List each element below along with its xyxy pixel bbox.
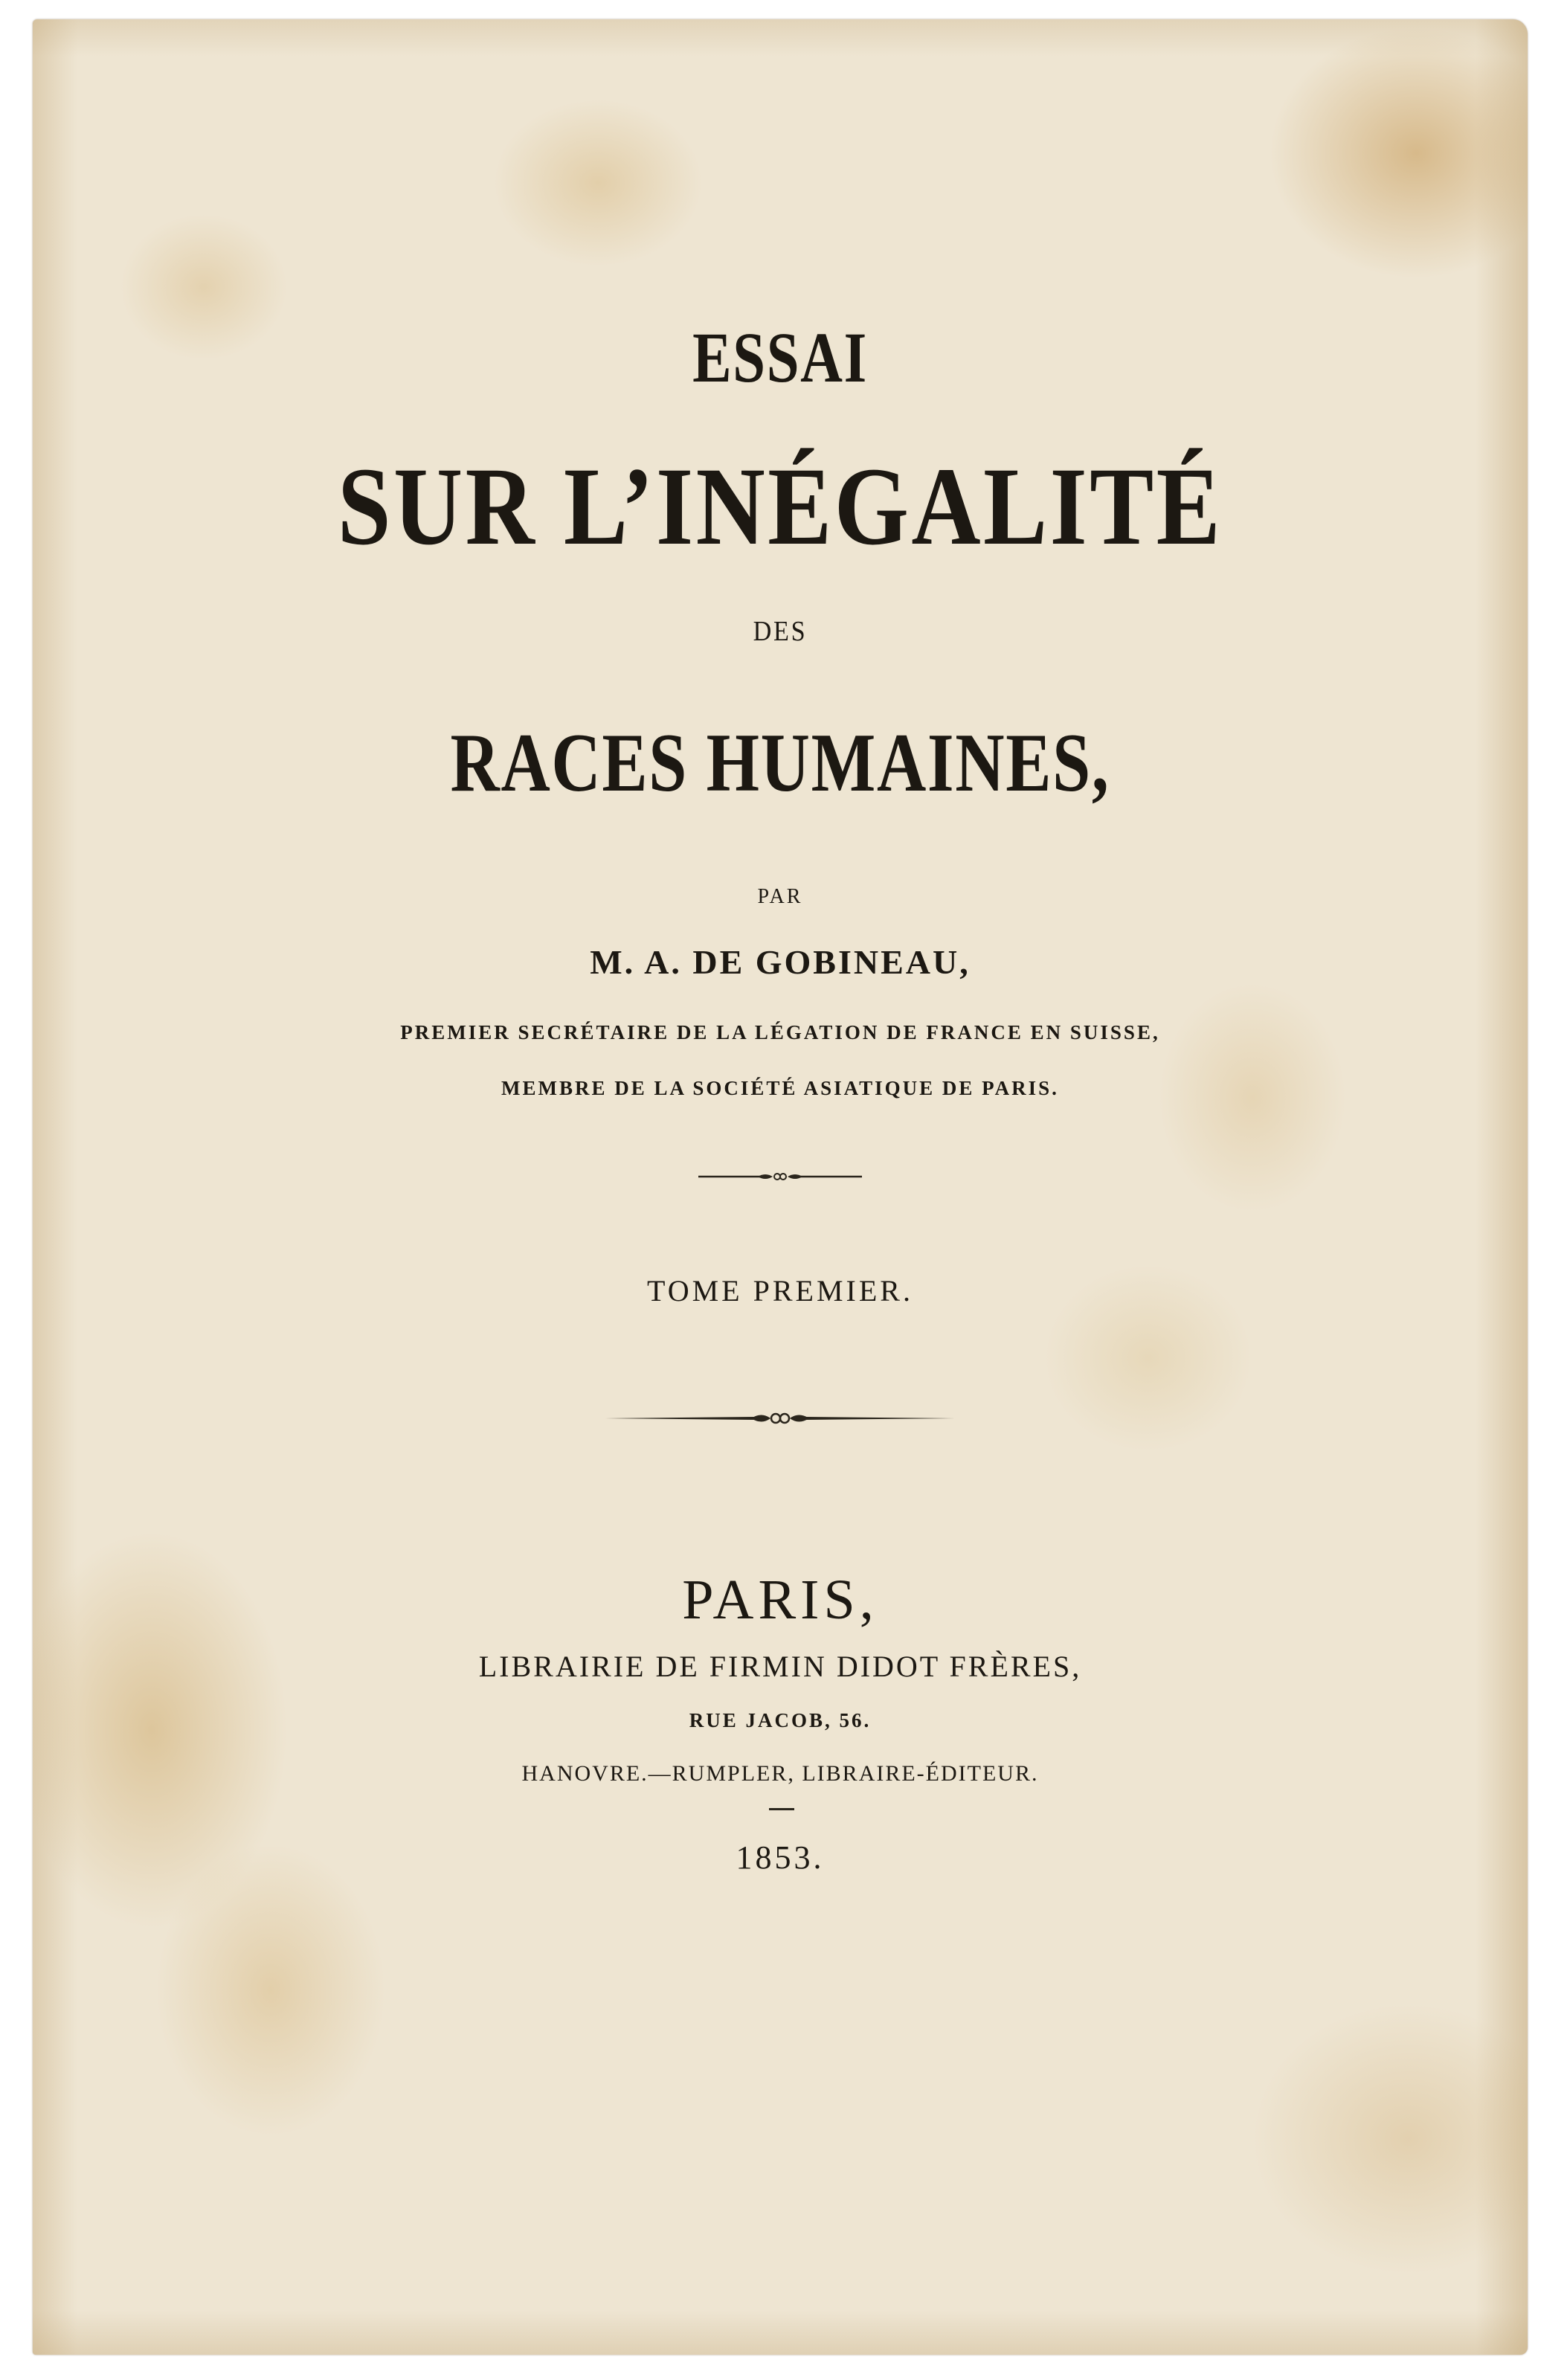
imprint-publisher: LIBRAIRIE DE FIRMIN DIDOT FRÈRES,: [478, 1650, 1082, 1683]
imprint-dash: [769, 1808, 794, 1810]
title-des: DES: [753, 616, 808, 647]
imprint-year: 1853.: [736, 1839, 825, 1876]
imprint-address: RUE JACOB, 56.: [689, 1709, 872, 1731]
title-essai: ESSAI: [692, 318, 868, 397]
author-role-2: MEMBRE DE LA SOCIÉTÉ ASIATIQUE DE PARIS.: [501, 1077, 1059, 1099]
title-inegalite: SUR L’INÉGALITÉ: [337, 445, 1223, 568]
ornament-rule-icon: [698, 1171, 862, 1183]
author-role-1: PREMIER SECRÉTAIRE DE LA LÉGATION DE FRANCE EN SUISSE,: [400, 1021, 1160, 1043]
title-page: [33, 19, 1528, 2355]
ornament-rule-icon: [605, 1410, 955, 1427]
author-name: M. A. DE GOBINEAU,: [590, 943, 971, 981]
imprint-co-publisher: HANOVRE.—RUMPLER, LIBRAIRE-ÉDITEUR.: [521, 1761, 1039, 1786]
by-line: PAR: [757, 885, 803, 908]
ornament-rule-2: [33, 1410, 1528, 1430]
ornament-rule-1: [33, 1171, 1528, 1186]
title-races-humaines: RACES HUMAINES,: [450, 717, 1110, 809]
volume-label: TOME PREMIER.: [647, 1274, 913, 1308]
imprint-city: PARIS,: [682, 1569, 878, 1631]
